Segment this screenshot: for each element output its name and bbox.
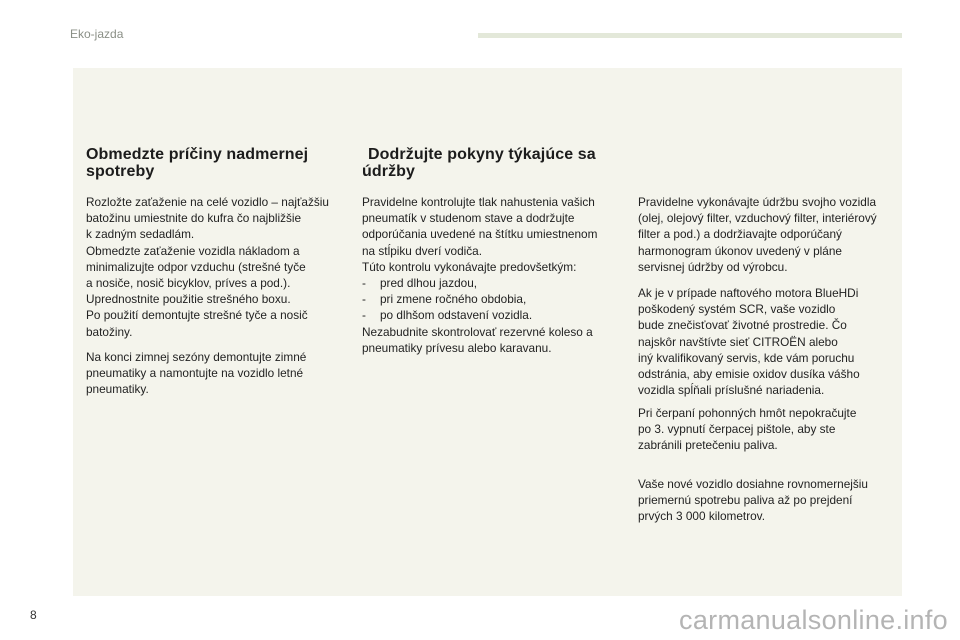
text-line: servisnej údržby od výrobcu.	[638, 259, 788, 274]
text-line: prvých 3 000 kilometrov.	[638, 509, 765, 524]
bullet-item	[362, 307, 597, 323]
text-line: Pravidelne vykonávajte údržbu svojho vozidla	[638, 195, 877, 209]
text-line: pneumatiky.	[86, 382, 149, 397]
text-line: a nosiče, nosič bicyklov, príves a pod.).	[86, 276, 291, 291]
text-line: Vaše nové vozidlo dosiahne rovnomernejšiu	[638, 477, 868, 491]
text-line: batožiny.	[86, 324, 133, 339]
bullet-text: po dlhšom odstavení vozidla.	[380, 308, 533, 323]
text-line: vozidla spĺňali príslušné nariadenia.	[638, 383, 825, 398]
text-line: Túto kontrolu vykonávajte predovšetkým:	[362, 259, 577, 274]
heading-line: Dodržujte pokyny týkajúce sa	[368, 146, 596, 163]
bullet-dash: -	[362, 308, 366, 323]
text-line: minimalizujte odpor vzduchu (strešné tyče	[86, 259, 306, 274]
text-line: Nezabudnite skontrolovať rezervné koleso a	[362, 324, 593, 339]
section-divider-bar	[478, 33, 902, 38]
bullet-item	[362, 275, 597, 291]
paragraph-tyre-pressure	[362, 194, 597, 356]
paragraph-regular-maintenance	[638, 194, 877, 275]
text-line: batožinu umiestnite do kufra čo najbližšie	[86, 211, 302, 226]
text-line: Pri čerpaní pohonných hmôt nepokračujte	[638, 406, 857, 420]
text-line: na stĺpiku dverí vodiča.	[362, 243, 482, 258]
paragraph-new-vehicle	[638, 476, 868, 525]
text-line: odporúčania uvedené na štítku umiestnenom	[362, 227, 598, 242]
paragraph-refuelling	[638, 405, 856, 454]
bullet-item	[362, 291, 597, 307]
text-line: Po použití demontujte strešné tyče a nosič	[86, 308, 308, 323]
text-line: priemernú spotrebu paliva až po prejdení	[638, 493, 853, 508]
text-line: pneumatiky prívesu alebo karavanu.	[362, 340, 552, 355]
paragraph-load-distribution	[86, 194, 329, 340]
heading-maintenance	[362, 146, 596, 180]
section-title: Eko-jazda	[70, 27, 124, 41]
text-line: (olej, olejový filter, vzduchový filter, interiérový	[638, 211, 877, 226]
paragraph-bluehdi-scr	[638, 285, 860, 398]
text-line: harmonogram úkonov uvedený v pláne	[638, 243, 842, 258]
bullet-dash: -	[362, 276, 366, 291]
text-line: Na konci zimnej sezóny demontujte zimné	[86, 350, 307, 364]
heading-line: Obmedzte príčiny nadmernej	[86, 146, 309, 163]
text-line: odstránia, aby emisie oxidov dusíka vášho	[638, 367, 860, 382]
text-line: k zadným sedadlám.	[86, 227, 195, 242]
text-line: Obmedzte zaťaženie vozidla nákladom a	[86, 243, 300, 258]
heading-line: spotreby	[86, 163, 155, 180]
text-line: po 3. vypnutí čerpacej pištole, aby ste	[638, 422, 836, 437]
bullet-dash: -	[362, 292, 366, 307]
text-line: filter a pod.) a dodržiavajte odporúčaný	[638, 227, 842, 242]
text-line: pneumatiky a namontujte na vozidlo letné	[86, 366, 304, 381]
watermark-logo: carmanualsonline.info	[679, 605, 948, 635]
text-line: zabránili pretečeniu paliva.	[638, 438, 778, 453]
page-number: 8	[30, 608, 37, 622]
text-line: bude znečisťovať životné prostredie. Čo	[638, 318, 847, 333]
paragraph-winter-tyres	[86, 349, 306, 398]
text-line: Ak je v prípade naftového motora BlueHDi	[638, 286, 859, 300]
text-line: Pravidelne kontrolujte tlak nahustenia vašich	[362, 195, 595, 209]
text-line: iný kvalifikovaný servis, kde vám poruchu	[638, 350, 855, 365]
text-line: poškodený systém SCR, vaše vozidlo	[638, 302, 836, 317]
text-line: Uprednostnite použitie strešného boxu.	[86, 292, 291, 307]
heading-line: údržby	[362, 163, 416, 180]
bullet-text: pred dlhou jazdou,	[380, 276, 478, 291]
text-line: Rozložte zaťaženie na celé vozidlo – najťažšiu	[86, 195, 329, 209]
heading-reduce-consumption	[86, 146, 308, 180]
text-line: najskôr navštívte sieť CITROËN alebo	[638, 334, 838, 349]
text-line: pneumatík v studenom stave a dodržujte	[362, 211, 575, 226]
bullet-text: pri zmene ročného obdobia,	[380, 292, 527, 307]
